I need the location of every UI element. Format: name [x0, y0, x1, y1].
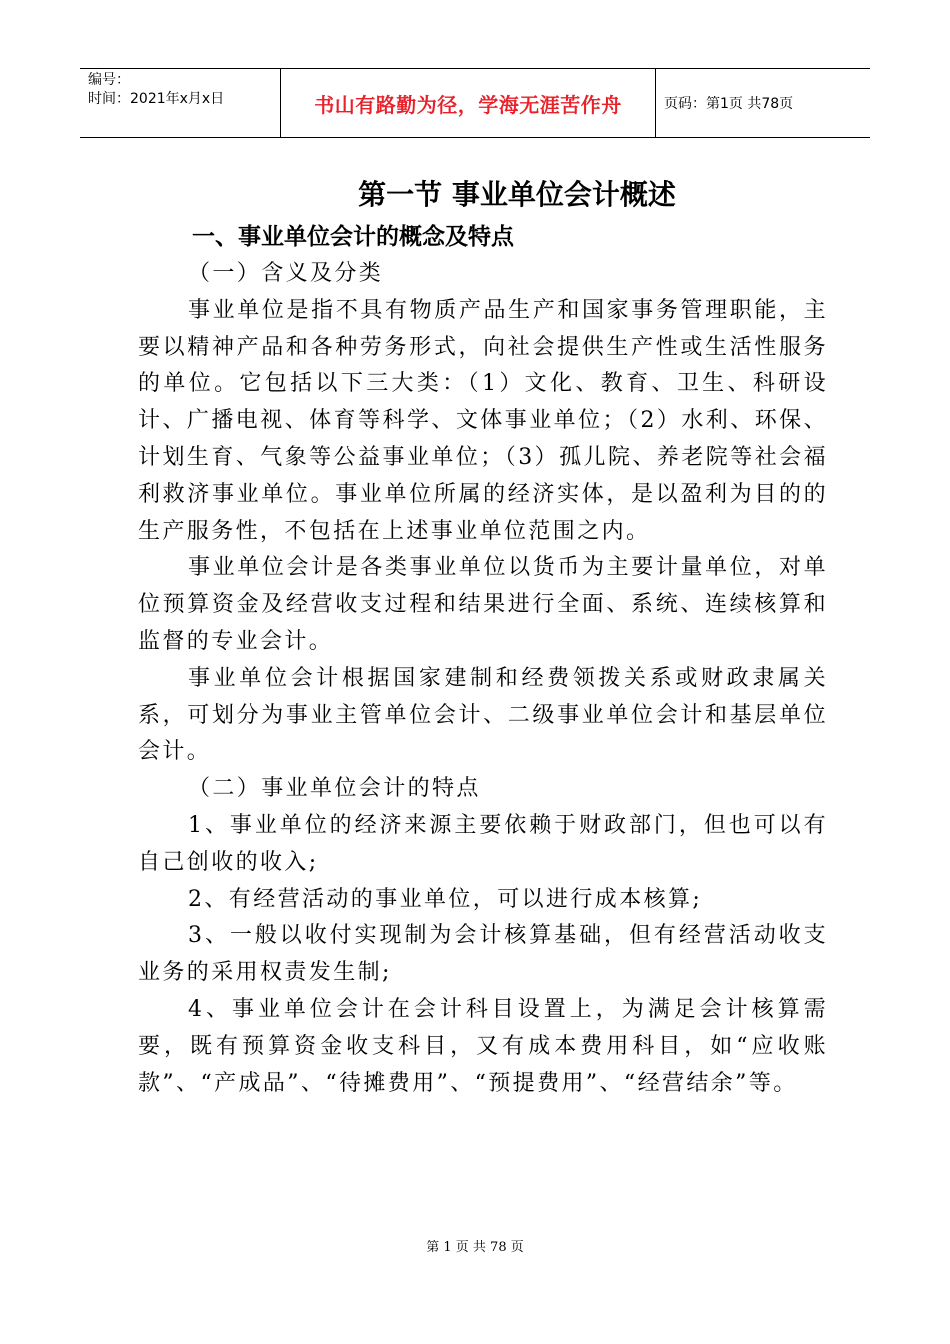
list-item-1: 1、事业单位的经济来源主要依赖于财政部门，但也可以有自己创收的收入;	[138, 812, 828, 875]
heading-1: 一、事业单位会计的概念及特点	[192, 224, 514, 250]
header-page-info-cell	[656, 69, 870, 137]
subheading-2: （二）事业单位会计的特点	[188, 776, 481, 802]
page-footer: 第 1 页 共 78 页	[426, 1240, 524, 1255]
header-motto: 书山有路勤为径，学海无涯苦作舟	[314, 92, 622, 117]
section-title: 第一节 事业单位会计概述	[358, 178, 676, 211]
date-label: 时间：2021年x月x日	[88, 91, 225, 107]
list-item-4: 4、事业单位会计在会计科目设置上，为满足会计核算需要，既有预算资金收支科目，又有成本费用科目，如“应收账款”、“产成品”、“待摊费用”、“预提费用”、“经营结余”等。	[138, 996, 828, 1096]
paragraph-3: 事业单位会计根据国家建制和经费领拨关系或财政隶属关系，可划分为事业主管单位会计、二级事业单位会计和基层单位会计。	[138, 665, 828, 765]
list-item-2: 2、有经营活动的事业单位，可以进行成本核算;	[188, 886, 703, 912]
document-header	[80, 68, 870, 138]
subheading-1: （一）含义及分类	[188, 261, 384, 286]
paragraph-2: 事业单位会计是各类事业单位以货币为主要计量单位，对单位预算资金及经营收支过程和结果进行全面、系统、连续核算和监督的专业会计。	[138, 555, 828, 654]
number-label: 编号：	[88, 72, 130, 88]
paragraph-1: 事业单位是指不具有物质产品生产和国家事务管理职能，主要以精神产品和各种劳务形式，向社会提供生产性或生活性服务的单位。它包括以下三大类：（1）文化、教育、卫生、科研设计、广播电视、体育等科学、文体事业单位；（2）水利、环保、计划生育、气象等公益事业单位；（3）孤儿院、养老院等社会福利救济事业单位。事业单位所属的经济实体，是以盈利为目的的生产服务性，不包括在上述事业单位范围之内。	[138, 297, 828, 544]
header-motto-cell	[281, 69, 656, 137]
header-page-info: 页码：第1页 共78页	[664, 96, 794, 112]
header-meta	[80, 69, 281, 137]
document-body	[138, 172, 828, 1102]
list-item-3: 3、一般以收付实现制为会计核算基础，但有经营活动收支业务的采用权责发生制;	[138, 923, 828, 986]
